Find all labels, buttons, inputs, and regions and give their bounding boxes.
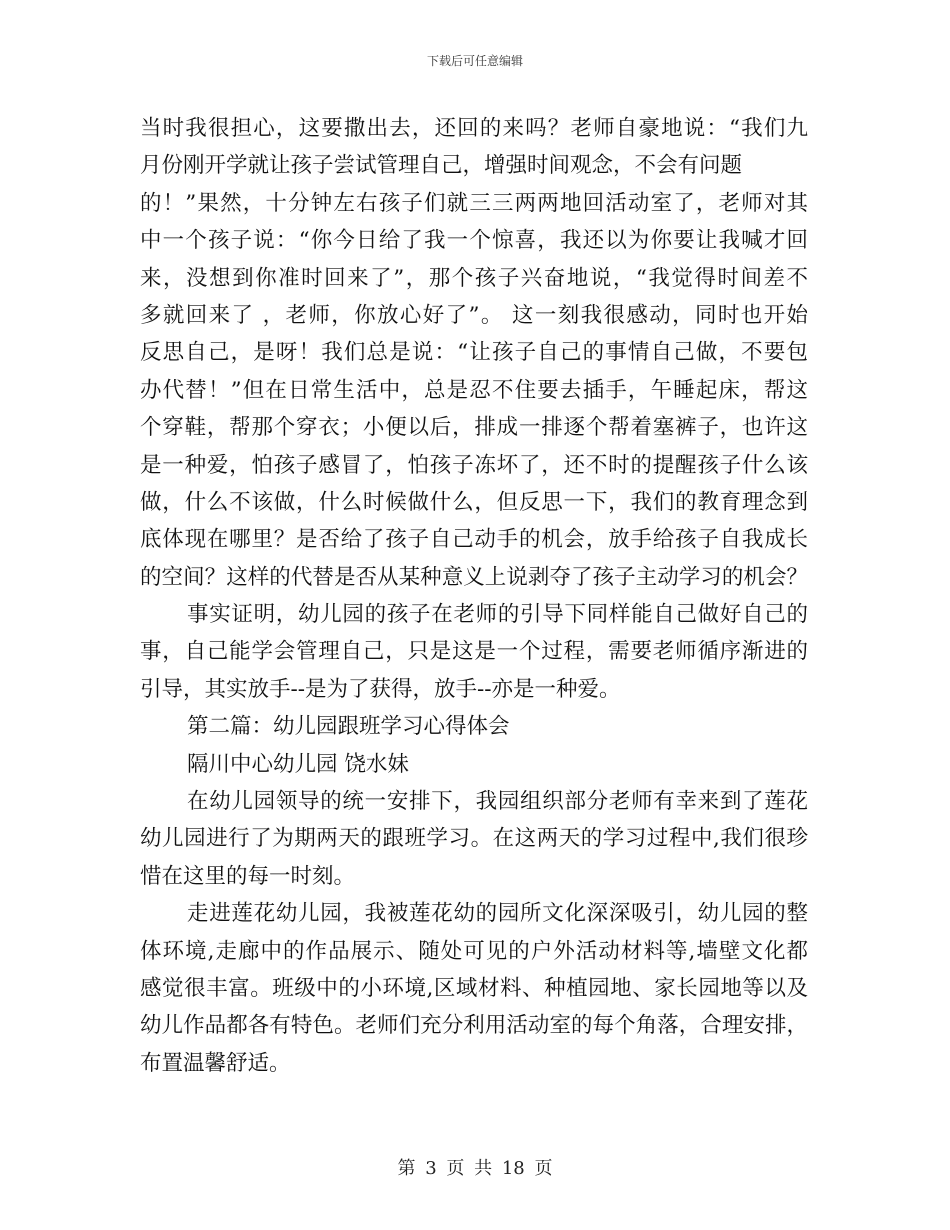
text-line: 在幼儿园领导的统一安排下，我园组织部分老师有幸来到了莲花 [187,789,808,815]
text-line: 个穿鞋，帮那个穿衣；小便以后，排成一排逐个帮着塞裤子，也许这 [140,415,808,441]
section-title: 第二篇：幼儿园跟班学习心得体会 [187,714,510,740]
author-line: 隔川中心幼儿园 饶水妹 [187,751,409,777]
text-line: 幼儿园进行了为期两天的跟班学习。在这两天的学习过程中,我们很珍 [140,826,808,852]
text-line: 幼儿作品都各有特色。老师们充分利用活动室的每个角落，合理安排， [140,1013,808,1039]
document-body [140,110,808,1082]
text-line: 当时我很担心，这要撒出去，还回的来吗？老师自豪地说：“我们九 [140,116,808,141]
text-line: 做，什么不该做，什么时候做什么，但反思一下，我们的教育理念到 [140,489,808,515]
text-line: 事，自己能学会管理自己，只是这是一个过程，需要老师循序渐进的 [140,639,808,665]
text-line: 走进莲花幼儿园，我被莲花幼的园所文化深深吸引，幼儿园的整 [187,901,808,927]
text-line: 月份刚开学就让孩子尝试管理自己，增强时间观念，不会有问题 [140,153,743,179]
text-line: 体环境,走廊中的作品展示、随处可见的户外活动材料等,墙壁文化都 [140,938,808,964]
page-number: 第 3 页 共 18 页 [397,1158,553,1179]
text-line: 中一个孩子说：“你今日给了我一个惊喜，我还以为你要让我喊才回 [140,228,808,254]
text-line: 惜在这里的每一时刻。 [140,863,356,889]
text-line: 事实证明，幼儿园的孩子在老师的引导下同样能自己做好自己的 [187,602,808,628]
page-header: 下载后可任意编辑 [426,54,523,68]
text-line: 感觉很丰富。班级中的小环境,区域材料、种植园地、家长园地等以及 [140,975,808,1001]
text-line: 的空间？这样的代替是否从某种意义上说剥夺了孩子主动学习的机会？ [140,564,808,590]
text-line: 底体现在哪里？是否给了孩子自己动手的机会，放手给孩子自我成长 [140,527,808,553]
text-line: 来，没想到你准时回来了”，那个孩子兴奋地说，“我觉得时间差不 [140,265,808,291]
text-line: 引导，其实放手--是为了获得，放手--亦是一种爱。 [140,676,621,702]
text-line: 是一种爱，怕孩子感冒了，怕孩子冻坏了，还不时的提醒孩子什么该 [140,452,808,478]
text-line: 多就回来了 ，老师，你放心好了”。 这一刻我很感动，同时也开始 [140,302,808,328]
text-line: 反思自己，是呀！我们总是说：“让孩子自己的事情自己做，不要包 [140,340,808,366]
text-line: 的！”果然，十分钟左右孩子们就三三两两地回活动室了，老师对其 [140,190,808,216]
text-line: 布置温馨舒适。 [140,1050,291,1076]
text-line: 办代替！”但在日常生活中，总是忍不住要去插手，午睡起床，帮这 [140,377,808,403]
